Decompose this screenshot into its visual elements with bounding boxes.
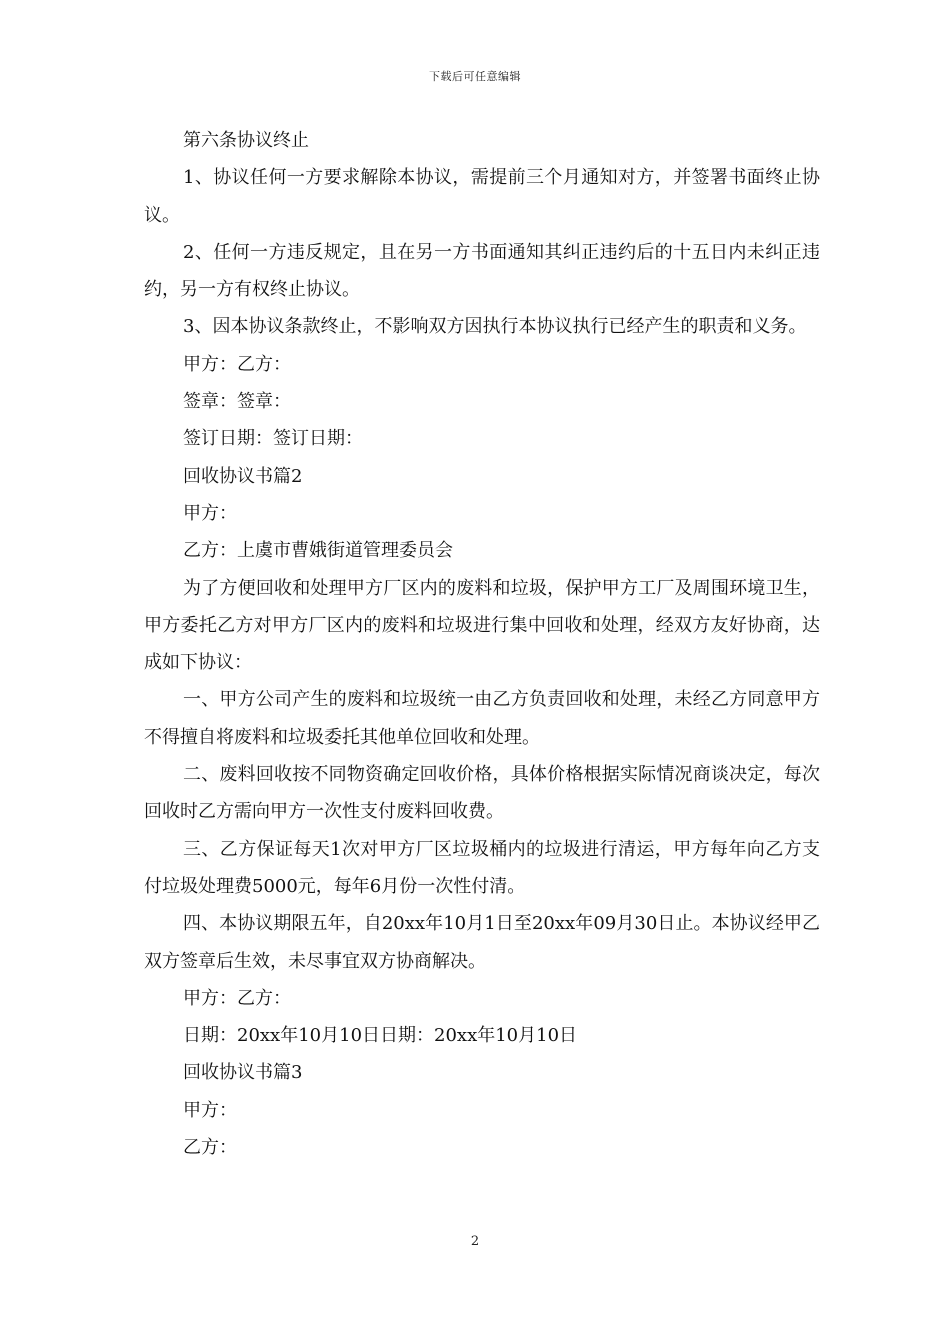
section-title: 回收协议书篇2: [183, 465, 303, 487]
signature-line: 签订日期：签订日期：: [183, 428, 363, 450]
date-line: 日期：20xx年10月10日日期：20xx年10月10日: [183, 1025, 578, 1047]
section-title: 回收协议书篇3: [183, 1062, 303, 1084]
party-line: 甲方：: [183, 1099, 237, 1121]
party-line: 乙方：上虞市曹娥街道管理委员会: [183, 540, 453, 562]
page-header: 下载后可任意编辑: [429, 70, 521, 83]
clause-paragraph: 三、乙方保证每天1次对甲方厂区垃圾桶内的垃圾进行清运，甲方每年向乙方支付垃圾处理费5000元，每年6月份一次性付清。: [144, 838, 820, 897]
signature-line: 甲方：乙方：: [183, 353, 291, 375]
signature-line: 甲方：乙方：: [183, 987, 291, 1009]
page-number: 2: [470, 1234, 480, 1249]
clause-paragraph: 二、废料回收按不同物资确定回收价格，具体价格根据实际情况商谈决定，每次回收时乙方需向甲方一次性支付废料回收费。: [144, 764, 820, 823]
party-line: 甲方：: [183, 502, 237, 524]
party-line: 乙方：: [183, 1137, 237, 1159]
signature-line: 签章：签章：: [183, 391, 291, 413]
preamble-paragraph: 为了方便回收和处理甲方厂区内的废料和垃圾，保护甲方工厂及周围环境卫生，甲方委托乙方对甲方厂区内的废料和垃圾进行集中回收和处理，经双方友好协商，达成如下协议：: [144, 577, 820, 674]
article-heading: 第六条协议终止: [183, 130, 309, 151]
clause-paragraph: 3、因本协议条款终止，不影响双方因执行本协议执行已经产生的职责和义务。: [183, 316, 807, 338]
document-body: [144, 122, 820, 1166]
clause-paragraph: 2、任何一方违反规定，且在另一方书面通知其纠正违约后的十五日内未纠正违约，另一方有权终止协议。: [144, 241, 820, 301]
clause-paragraph: 一、甲方公司产生的废料和垃圾统一由乙方负责回收和处理，未经乙方同意甲方不得擅自将废料和垃圾委托其他单位回收和处理。: [144, 689, 820, 748]
clause-paragraph: 四、本协议期限五年，自20xx年10月1日至20xx年09月30日止。本协议经甲乙双方签章后生效，未尽事宜双方协商解决。: [144, 913, 820, 972]
clause-paragraph: 1、协议任何一方要求解除本协议，需提前三个月通知对方，并签署书面终止协议。: [144, 167, 820, 226]
